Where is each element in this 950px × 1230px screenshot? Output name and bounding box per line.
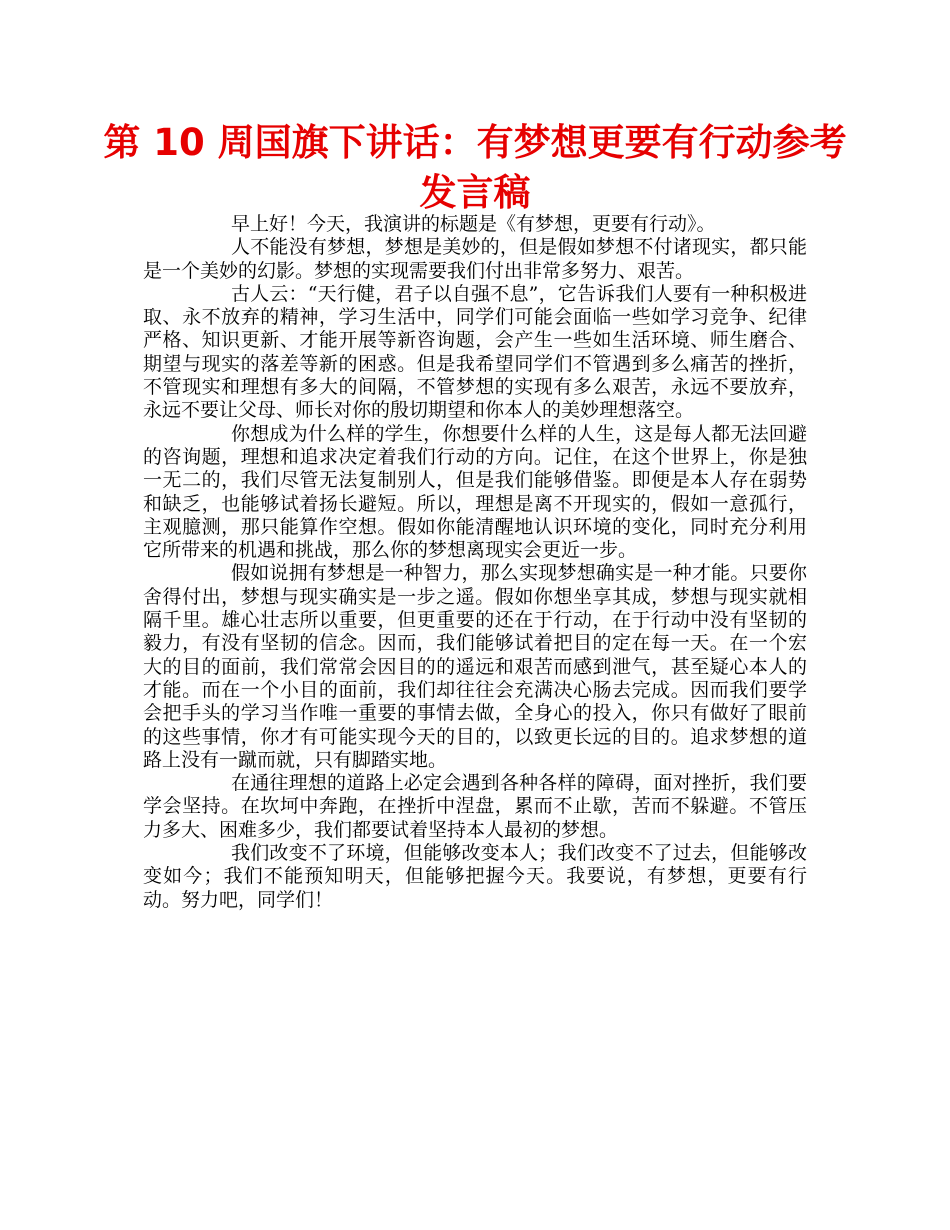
document-body [143,213,807,912]
paragraph: 古人云：“天行健，君子以自强不息”，它告诉我们人要有一种积极进取、永不放弃的精神，学习生活中，同学们可能会面临一些如学习竞争、纪律严格、知识更新、才能开展等新咨询题，会产生一些如生活环境、师生磨合、期望与现实的落差等新的困惑。但是我希望同学们不管遇到多么痛苦的挫折，不管现实和理想有多大的间隔，不管梦想的实现有多么艰苦，永远不要放弃，永远不要让父母、师长对你的殷切期望和你本人的美妙理想落空。 [143,282,807,422]
paragraph: 假如说拥有梦想是一种智力，那么实现梦想确实是一种才能。只要你舍得付出，梦想与现实确实是一步之遥。假如你想坐享其成，梦想与现实就相隔千里。雄心壮志所以重要，但更重要的还在于行动，在于行动中没有坚韧的毅力，有没有坚韧的信念。因而，我们能够试着把目的定在每一天。在一个宏大的目的面前，我们常常会因目的的遥远和艰苦而感到泄气，甚至疑心本人的才能。而在一个小目的面前，我们却往往会充满决心肠去完成。因而我们要学会把手头的学习当作唯一重要的事情去做，全身心的投入，你只有做好了眼前的这些事情，你才有可能实现今天的目的，以致更长远的目的。追求梦想的道路上没有一蹴而就，只有脚踏实地。 [143,562,807,771]
paragraph: 在通往理想的道路上必定会遇到各种各样的障碍，面对挫折，我们要学会坚持。在坎坷中奔跑，在挫折中涅盘，累而不止歇，苦而不躲避。不管压力多大、困难多少，我们都要试着坚持本人最初的梦想。 [143,772,807,841]
paragraph: 你想成为什么样的学生，你想要什么样的人生，这是每人都无法回避的咨询题，理想和追求决定着我们行动的方向。记住，在这个世界上，你是独一无二的，我们尽管无法复制别人，但是我们能够借鉴。即便是本人存在弱势和缺乏，也能够试着扬长避短。所以，理想是离不开现实的，假如一意孤行，主观臆测，那只能算作空想。假如你能清醒地认识环境的变化，同时充分利用它所带来的机遇和挑战，那么你的梦想离现实会更近一步。 [143,422,807,562]
paragraph: 人不能没有梦想，梦想是美妙的，但是假如梦想不付诸现实，都只能是一个美妙的幻影。梦想的实现需要我们付出非常多努力、艰苦。 [143,236,807,282]
document-title: 第 10 周国旗下讲话：有梦想更要有行动参考发言稿 [103,121,847,214]
paragraph: 我们改变不了环境，但能够改变本人；我们改变不了过去，但能够改变如今；我们不能预知明天，但能够把握今天。我要说，有梦想，更要有行动。努力吧，同学们！ [143,842,807,911]
paragraph: 早上好！今天，我演讲的标题是《有梦想，更要有行动》。 [231,213,716,235]
